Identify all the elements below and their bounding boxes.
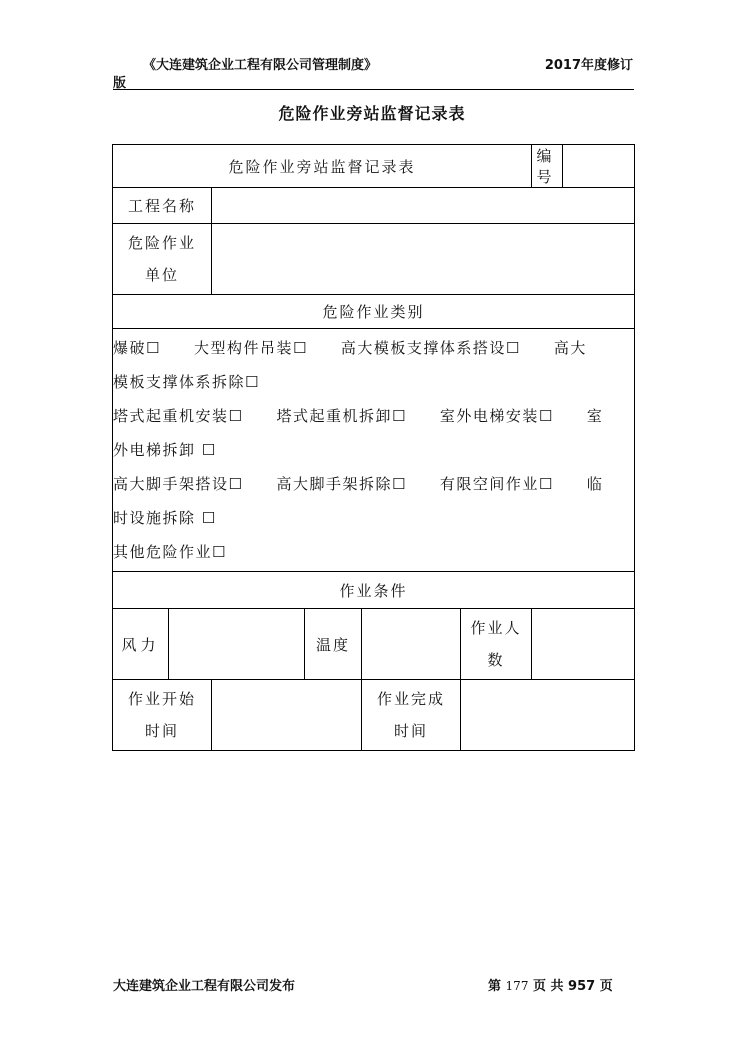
category-line[interactable]: 外电梯拆卸 ☐ <box>113 441 217 459</box>
category-options[interactable] <box>113 329 635 572</box>
page-mid: 页 共 <box>532 979 564 994</box>
footer-publisher: 大连建筑企业工程有限公司发布 <box>113 979 296 994</box>
document-title: 危险作业旁站监督记录表 <box>278 104 466 123</box>
category-line[interactable]: 爆破☐ 大型构件吊装☐ 高大模板支撑体系搭设☐ 高大 <box>113 339 587 357</box>
header-manual-title: 《大连建筑企业工程有限公司管理制度》 <box>143 58 378 73</box>
wind-label: 风力 <box>113 609 169 680</box>
start-time-label-line1: 作业开始 <box>127 690 196 708</box>
footer-page-info <box>488 975 613 994</box>
category-line[interactable]: 模板支撑体系拆除☐ <box>113 373 260 391</box>
workers-field[interactable] <box>532 609 635 680</box>
conditions-heading: 作业条件 <box>113 572 635 609</box>
page-current: 177 <box>505 979 529 993</box>
category-heading: 危险作业类别 <box>113 295 635 329</box>
temperature-label: 温度 <box>305 609 362 680</box>
end-time-label-line1: 作业完成 <box>376 690 445 708</box>
end-time-label-line2: 时间 <box>393 722 428 740</box>
category-line[interactable]: 塔式起重机安装☐ 塔式起重机拆卸☐ 室外电梯安装☐ 室 <box>113 407 604 425</box>
category-line[interactable]: 时设施拆除 ☐ <box>113 509 217 527</box>
header-revision: 2017年度修订 <box>544 58 633 73</box>
temperature-field[interactable] <box>362 609 461 680</box>
page-total: 957 <box>568 979 596 994</box>
start-time-label <box>113 680 212 751</box>
wind-field[interactable] <box>169 609 305 680</box>
category-line[interactable]: 高大脚手架搭设☐ 高大脚手架拆除☐ 有限空间作业☐ 临 <box>113 475 604 493</box>
header-revision-wrap: 版 <box>113 76 127 91</box>
number-field[interactable] <box>563 145 635 188</box>
supervision-record-form <box>112 144 635 751</box>
project-name-label: 工程名称 <box>113 188 212 224</box>
end-time-label <box>362 680 461 751</box>
end-time-field[interactable] <box>461 680 635 751</box>
page-suffix: 页 <box>599 979 613 994</box>
work-unit-field[interactable] <box>212 224 635 295</box>
start-time-field[interactable] <box>212 680 362 751</box>
work-unit-label-line1: 危险作业 <box>127 234 196 252</box>
project-name-field[interactable] <box>212 188 635 224</box>
header-rule <box>113 89 634 90</box>
workers-label-line2: 数 <box>487 651 505 669</box>
work-unit-label-line2: 单位 <box>144 266 179 284</box>
page-prefix: 第 <box>488 979 502 994</box>
workers-label-line1: 作业人 <box>470 619 522 637</box>
category-line[interactable]: 其他危险作业☐ <box>113 543 227 561</box>
start-time-label-line2: 时间 <box>144 722 179 740</box>
work-unit-label <box>113 224 212 295</box>
form-title-cell: 危险作业旁站监督记录表 <box>113 145 532 188</box>
number-label: 编号 <box>532 145 563 188</box>
workers-label <box>461 609 532 680</box>
